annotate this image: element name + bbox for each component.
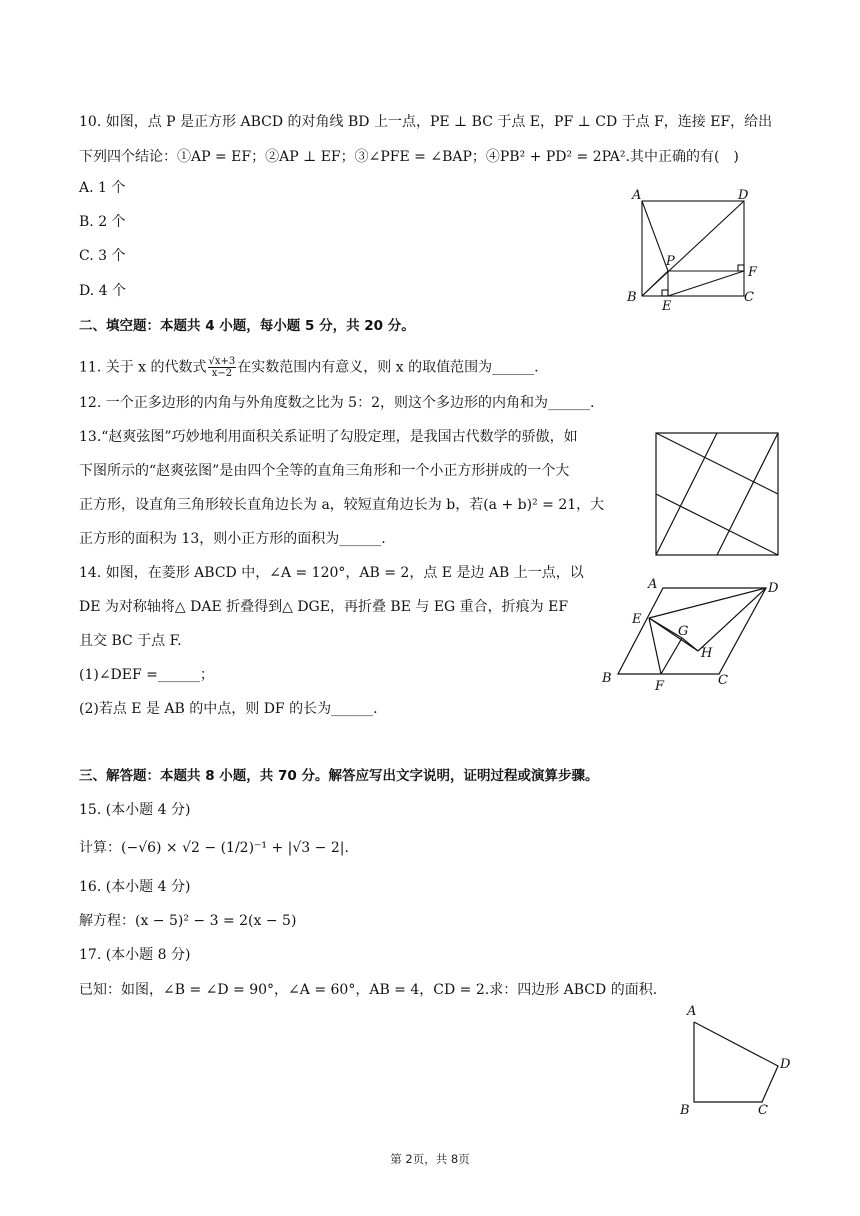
- q13-line4: 正方形的面积为 13，则小正方形的面积为______.: [79, 531, 386, 547]
- q15-title: 15. (本小题 4 分): [79, 802, 191, 818]
- q10-label-a: A: [632, 188, 642, 203]
- q13-zhaoshuang-figure: [650, 428, 782, 558]
- q16-body: 解方程：(x − 5)² − 3 = 2(x − 5): [79, 913, 297, 929]
- q14-label-b: B: [602, 671, 612, 686]
- q12-line: 12. 一个正多边形的内角与外角度数之比为 5：2，则这个多边形的内角和为______.: [79, 395, 595, 411]
- q11-suffix: 在实数范围内有意义，则 x 的取值范围为______.: [237, 359, 539, 376]
- q17-body: 已知：如图，∠B = ∠D = 90°，∠A = 60°，AB = 4，CD = 2.求：四边形 ABCD 的面积.: [79, 982, 658, 998]
- q17-label-a: A: [687, 1004, 697, 1019]
- q14-line3: 且交 BC 于点 F.: [79, 633, 182, 649]
- q14-label-c: C: [718, 673, 728, 688]
- q17-label-b: B: [680, 1103, 690, 1118]
- q17-label-c: C: [758, 1103, 768, 1118]
- q14-label-f: F: [655, 679, 665, 694]
- q10-label-p: P: [666, 254, 675, 269]
- q10-label-e: E: [662, 299, 672, 314]
- q10-square-figure: [620, 185, 770, 315]
- q14-line2: DE 为对称轴将△ DAE 折叠得到△ DGE，再折叠 BE 与 EG 重合，折痕为 EF: [79, 599, 569, 615]
- q11-prefix: 11. 关于 x 的代数式: [79, 359, 207, 376]
- q11-line: [79, 356, 539, 379]
- q14-label-g: G: [678, 624, 689, 639]
- q17-title: 17. (本小题 8 分): [79, 947, 191, 963]
- q14-label-a: A: [648, 577, 658, 592]
- q16-title: 16. (本小题 4 分): [79, 879, 191, 895]
- q14-line4: (1)∠DEF =______；: [79, 667, 214, 683]
- q10-label-d: D: [738, 188, 749, 203]
- q11-numerator: √x+3: [208, 356, 236, 367]
- q14-label-e: E: [632, 612, 642, 627]
- q10-line1: 10. 如图，点 P 是正方形 ABCD 的对角线 BD 上一点，PE ⊥ BC 于点 E，PF ⊥ CD 于点 F，连接 EF，给出: [79, 114, 773, 130]
- q13-line3: 正方形，设直角三角形较长直角边长为 a，较短直角边长为 b，若(a + b)² = 21，大: [79, 497, 605, 513]
- page-footer: 第 2页，共 8页: [390, 1152, 470, 1166]
- q10-label-f: F: [748, 265, 758, 280]
- q10-option-a: A. 1 个: [79, 180, 126, 196]
- q10-line2: 下列四个结论：①AP = EF；②AP ⊥ EF；③∠PFE = ∠BAP；④PB² + PD² = 2PA².其中正确的有( ): [79, 149, 739, 165]
- q10-label-b: B: [627, 290, 637, 305]
- q11-fraction: [208, 356, 237, 379]
- q17-quadrilateral-figure: [674, 1000, 799, 1120]
- q10-option-b: B. 2 个: [79, 214, 126, 230]
- q10-option-c: C. 3 个: [79, 248, 126, 264]
- q13-line2: 下图所示的“赵爽弦图”是由四个全等的直角三角形和一个小正方形拼成的一个大: [79, 463, 570, 479]
- section3-heading: 三、解答题：本题共 8 小题，共 70 分。解答应写出文字说明，证明过程或演算步骤。: [79, 768, 599, 784]
- q14-rhombus-figure: [598, 572, 788, 694]
- q15-body: 计算：(−√6) × √2 − (1/2)⁻¹ + |√3 − 2|.: [79, 840, 349, 856]
- q13-line1: 13.“赵爽弦图”巧妙地利用面积关系证明了勾股定理，是我国古代数学的骄傲，如: [79, 429, 578, 445]
- section2-heading: 二、填空题：本题共 4 小题，每小题 5 分，共 20 分。: [79, 318, 415, 334]
- q17-label-d: D: [780, 1057, 791, 1072]
- q10-option-d: D. 4 个: [79, 283, 126, 299]
- q14-label-d: D: [768, 581, 779, 596]
- q10-label-c: C: [744, 290, 754, 305]
- q14-label-h: H: [701, 646, 713, 661]
- q14-line1: 14. 如图，在菱形 ABCD 中，∠A = 120°，AB = 2，点 E 是边 AB 上一点，以: [79, 565, 584, 581]
- q11-denominator: x−2: [211, 368, 233, 379]
- q14-line5: (2)若点 E 是 AB 的中点，则 DF 的长为______.: [79, 701, 378, 717]
